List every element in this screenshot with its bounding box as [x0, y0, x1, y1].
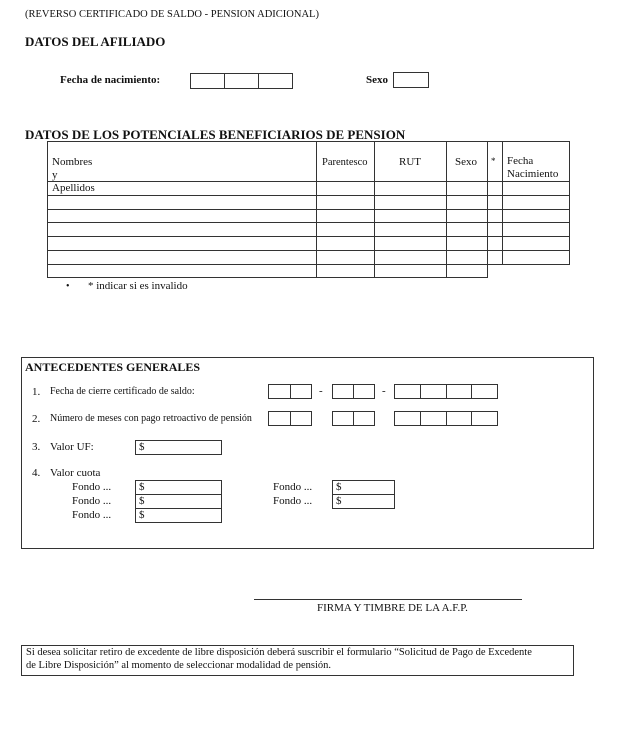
table-row[interactable]	[48, 196, 569, 209]
retroactive-field-b[interactable]	[332, 411, 375, 426]
birth-date-field[interactable]	[190, 73, 293, 89]
valor-cuota-label: Valor cuota	[50, 467, 101, 479]
table-row[interactable]	[48, 237, 569, 250]
date-separator: -	[319, 385, 323, 397]
document-subtitle: (REVERSO CERTIFICADO DE SALDO - PENSION ADICIONAL)	[25, 9, 319, 20]
column-header-invalido: *	[491, 156, 496, 166]
column-header-nombres: Nombres y Apellidos	[52, 156, 95, 194]
date-separator: -	[382, 385, 386, 397]
birth-date-cell[interactable]	[259, 74, 292, 88]
table-row[interactable]	[48, 251, 569, 264]
cierre-month-field[interactable]	[332, 384, 375, 399]
antecedentes-section-title: ANTECEDENTES GENERALES	[25, 360, 201, 374]
column-header-sexo: Sexo	[455, 156, 477, 168]
fondo-label: Fondo ...	[273, 481, 313, 493]
note-bullet-icon: •	[66, 281, 70, 292]
item-number: 2.	[32, 413, 41, 425]
retroactive-field-c[interactable]	[394, 411, 498, 426]
signature-label: FIRMA Y TIMBRE DE LA A.F.P.	[317, 602, 468, 614]
retroactive-months-label: Número de meses con pago retroactivo de pensión	[50, 413, 252, 424]
valor-uf-field[interactable]: $	[135, 440, 222, 455]
cierre-date-label: Fecha de cierre certificado de saldo:	[50, 386, 195, 397]
column-header-parentesco: Parentesco	[322, 157, 368, 168]
retroactive-field-a[interactable]	[268, 411, 312, 426]
sex-field[interactable]	[393, 72, 429, 88]
afiliado-section-title: DATOS DEL AFILIADO	[25, 34, 166, 49]
item-number: 3.	[32, 441, 41, 453]
fondo-label: Fondo ...	[72, 495, 112, 507]
table-row[interactable]	[48, 182, 569, 195]
beneficiarios-section-title: DATOS DE LOS POTENCIALES BENEFICIARIOS DE PENSION	[25, 127, 406, 142]
item-number: 4.	[32, 467, 41, 479]
fondo-value-field[interactable]: $	[135, 480, 222, 495]
column-header-fecha-nacimiento: Fecha Nacimiento	[507, 155, 559, 180]
birth-date-cell[interactable]	[225, 74, 259, 88]
fondo-value-field[interactable]: $	[135, 494, 222, 509]
signature-line	[254, 599, 522, 600]
footer-note-line2: de Libre Disposición” al momento de seleccionar modalidad de pensión.	[26, 660, 331, 671]
fondo-value-field[interactable]: $	[135, 508, 222, 523]
invalid-note: * indicar si es invalido	[88, 280, 188, 292]
footer-note-line1: Si desea solicitar retiro de excedente de libre disposición deberá suscribir el formulario “Solicitud de Pago de Excedente	[26, 647, 532, 658]
fondo-value-field[interactable]: $	[332, 480, 395, 495]
column-header-rut: RUT	[399, 156, 421, 168]
table-row[interactable]	[48, 265, 487, 277]
cierre-day-field[interactable]	[268, 384, 312, 399]
fondo-label: Fondo ...	[72, 481, 112, 493]
birth-date-label: Fecha de nacimiento:	[60, 74, 161, 86]
table-row[interactable]	[48, 210, 569, 222]
fondo-label: Fondo ...	[72, 509, 112, 521]
valor-uf-label: Valor UF:	[50, 441, 94, 453]
table-row[interactable]	[48, 223, 569, 236]
sex-label: Sexo	[366, 74, 388, 86]
birth-date-cell[interactable]	[191, 74, 225, 88]
cierre-year-field[interactable]	[394, 384, 498, 399]
item-number: 1.	[32, 386, 41, 398]
fondo-label: Fondo ...	[273, 495, 313, 507]
fondo-value-field[interactable]: $	[332, 494, 395, 509]
